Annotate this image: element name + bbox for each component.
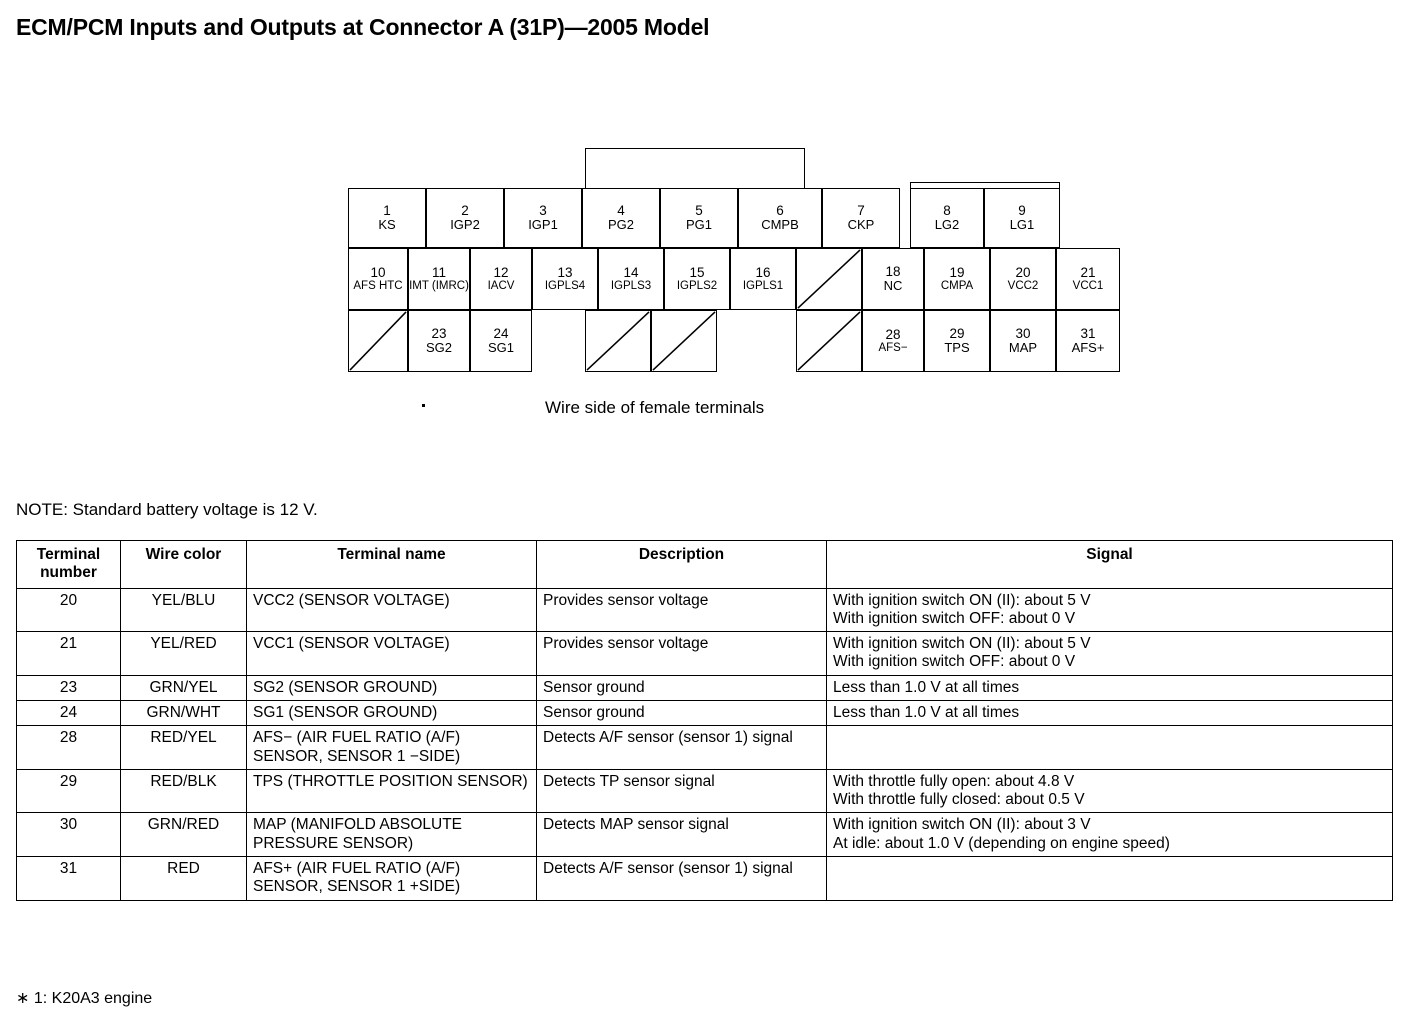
terminal-number: 24 — [493, 325, 509, 341]
cell-signal — [827, 675, 1393, 700]
terminal-number: 19 — [949, 264, 965, 280]
table-row — [17, 726, 1393, 770]
blank-slash-icon — [797, 249, 861, 309]
terminal-cell-5 — [660, 188, 738, 248]
terminal-name: CMPB — [761, 217, 799, 233]
terminal-cell-blank-25 — [585, 310, 651, 372]
terminal-number: 30 — [1015, 325, 1031, 341]
terminal-cell-4 — [582, 188, 660, 248]
terminal-number: 2 — [461, 202, 469, 218]
cell-description: Detects A/F sensor (sensor 1) signal — [537, 726, 827, 770]
terminal-cell-9 — [984, 188, 1060, 248]
terminal-number: 28 — [885, 326, 901, 342]
table-row — [17, 856, 1393, 900]
terminal-cell-16 — [730, 248, 796, 310]
signal-line: With ignition switch OFF: about 0 V — [833, 653, 1076, 671]
table-row — [17, 675, 1393, 700]
signal-line: Less than 1.0 V at all times — [833, 703, 1020, 721]
cell-signal — [827, 588, 1393, 632]
terminal-cell-10 — [348, 248, 408, 310]
terminal-cell-13 — [532, 248, 598, 310]
terminal-name: IGP2 — [450, 217, 480, 233]
terminal-name: IGPLS1 — [742, 280, 784, 293]
terminal-number: 12 — [493, 264, 509, 280]
connector-top-tab — [585, 148, 805, 190]
terminal-cell-18 — [862, 248, 924, 310]
cell-signal — [827, 700, 1393, 725]
terminal-number: 16 — [755, 264, 771, 280]
terminal-cell-14 — [598, 248, 664, 310]
terminal-number: 11 — [431, 264, 446, 280]
terminal-cell-6 — [738, 188, 822, 248]
signal-line: With ignition switch ON (II): about 5 V — [833, 591, 1091, 609]
terminal-cell-20 — [990, 248, 1056, 310]
terminal-number: 5 — [695, 202, 703, 218]
column-header-signal: Signal — [827, 541, 1393, 589]
cell-wire-color: GRN/RED — [121, 813, 247, 857]
terminal-name: IACV — [487, 280, 515, 293]
terminal-cell-blank-26 — [651, 310, 717, 372]
blank-slash-icon — [797, 311, 861, 371]
page-title: ECM/PCM Inputs and Outputs at Connector A (31P)—2005 Model — [16, 14, 710, 40]
terminal-name: AFS− — [878, 342, 908, 355]
cell-wire-color: YEL/RED — [121, 632, 247, 676]
column-header-wire-color: Wire color — [121, 541, 247, 589]
cell-signal — [827, 856, 1393, 900]
terminal-name: SG2 — [425, 340, 452, 356]
signal-line: With throttle fully closed: about 0.5 V — [833, 791, 1085, 809]
cell-terminal-name: AFS− (AIR FUEL RATIO (A/F) SENSOR, SENSOR 1 −SIDE) — [247, 726, 537, 770]
terminal-name: IGP1 — [528, 217, 558, 233]
terminal-cell-7 — [822, 188, 900, 248]
cell-terminal-name: MAP (MANIFOLD ABSOLUTE PRESSURE SENSOR) — [247, 813, 537, 857]
terminal-cell-28 — [862, 310, 924, 372]
terminal-cell-blank-22 — [348, 310, 408, 372]
terminal-name: IGPLS4 — [544, 280, 586, 293]
cell-wire-color: YEL/BLU — [121, 588, 247, 632]
table-row — [17, 813, 1393, 857]
terminal-number: 14 — [623, 264, 639, 280]
cell-terminal-number: 28 — [17, 726, 121, 770]
cell-terminal-name: AFS+ (AIR FUEL RATIO (A/F) SENSOR, SENSOR 1 +SIDE) — [247, 856, 537, 900]
table-row — [17, 769, 1393, 813]
cell-wire-color: RED/BLK — [121, 769, 247, 813]
cell-description: Sensor ground — [537, 675, 827, 700]
diagram-caption: Wire side of female terminals — [545, 398, 765, 417]
terminal-cell-11 — [408, 248, 470, 310]
signal-line: With throttle fully open: about 4.8 V — [833, 772, 1075, 790]
terminal-cell-3 — [504, 188, 582, 248]
cell-terminal-number: 24 — [17, 700, 121, 725]
terminal-name: TPS — [944, 340, 970, 356]
column-header-terminal-number: Terminal number — [17, 541, 121, 589]
terminal-cell-2 — [426, 188, 504, 248]
cell-wire-color: RED — [121, 856, 247, 900]
signal-line: With ignition switch ON (II): about 5 V — [833, 635, 1091, 653]
blank-slash-icon — [349, 311, 407, 371]
terminal-number: 1 — [383, 202, 391, 218]
cell-description: Provides sensor voltage — [537, 588, 827, 632]
terminal-number: 13 — [557, 264, 573, 280]
terminal-cell-8 — [910, 188, 984, 248]
terminal-name: AFS HTC — [353, 280, 403, 293]
terminal-cell-19 — [924, 248, 990, 310]
terminal-cell-blank-27 — [796, 310, 862, 372]
terminal-cell-12 — [470, 248, 532, 310]
cell-terminal-number: 21 — [17, 632, 121, 676]
terminal-cell-29 — [924, 310, 990, 372]
cell-terminal-number: 30 — [17, 813, 121, 857]
cell-terminal-name: TPS (THROTTLE POSITION SENSOR) — [247, 769, 537, 813]
terminal-name: MAP — [1008, 340, 1038, 356]
terminal-name: CKP — [847, 217, 875, 233]
cell-signal — [827, 769, 1393, 813]
terminal-name: SG1 — [487, 340, 514, 356]
table-row — [17, 632, 1393, 676]
terminal-cell-blank-17 — [796, 248, 862, 310]
column-header-terminal-name: Terminal name — [247, 541, 537, 589]
terminal-name: IGPLS2 — [676, 280, 718, 293]
terminal-number: 8 — [943, 202, 951, 218]
terminal-name: VCC1 — [1072, 280, 1104, 293]
terminal-name: IMT (IMRC) — [409, 280, 469, 293]
cell-description: Detects A/F sensor (sensor 1) signal — [537, 856, 827, 900]
table-row — [17, 700, 1393, 725]
terminal-name: IGPLS3 — [610, 280, 652, 293]
signal-line: With ignition switch OFF: about 0 V — [833, 609, 1076, 627]
terminal-cell-21 — [1056, 248, 1120, 310]
cell-signal — [827, 726, 1393, 770]
terminal-number: 4 — [617, 202, 625, 218]
terminal-name: AFS+ — [1071, 340, 1105, 356]
terminal-number: 10 — [370, 264, 386, 280]
cell-description: Detects MAP sensor signal — [537, 813, 827, 857]
terminal-number: 21 — [1080, 264, 1096, 280]
terminal-name: LG2 — [934, 217, 960, 233]
terminal-cell-1 — [348, 188, 426, 248]
terminal-name: PG2 — [607, 217, 634, 233]
column-header-description: Description — [537, 541, 827, 589]
cell-terminal-number: 29 — [17, 769, 121, 813]
terminal-number: 3 — [539, 202, 547, 218]
cell-description: Detects TP sensor signal — [537, 769, 827, 813]
cell-wire-color: GRN/WHT — [121, 700, 247, 725]
terminal-cell-23 — [408, 310, 470, 372]
cell-signal — [827, 632, 1393, 676]
terminal-number: 6 — [776, 202, 784, 218]
signal-line: Less than 1.0 V at all times — [833, 678, 1020, 696]
terminal-name: CMPA — [940, 280, 974, 293]
terminal-cell-31 — [1056, 310, 1120, 372]
cell-terminal-name: VCC2 (SENSOR VOLTAGE) — [247, 588, 537, 632]
cell-terminal-number: 20 — [17, 588, 121, 632]
terminal-cell-15 — [664, 248, 730, 310]
voltage-note: NOTE: Standard battery voltage is 12 V. — [16, 500, 318, 519]
terminal-cell-24 — [470, 310, 532, 372]
cell-wire-color: GRN/YEL — [121, 675, 247, 700]
footnote: ∗ 1: K20A3 engine — [16, 990, 153, 1007]
signal-line: At idle: about 1.0 V (depending on engine speed) — [833, 834, 1170, 852]
blank-slash-icon — [652, 311, 716, 371]
signal-line: With ignition switch ON (II): about 3 V — [833, 816, 1091, 834]
terminal-number: 15 — [689, 264, 705, 280]
blank-slash-icon — [586, 311, 650, 371]
terminal-number: 29 — [949, 325, 965, 341]
table-row — [17, 588, 1393, 632]
terminal-number: 9 — [1018, 202, 1026, 218]
connector-diagram — [340, 140, 1105, 370]
table-header-row — [17, 541, 1393, 589]
cell-wire-color: RED/YEL — [121, 726, 247, 770]
terminal-number: 18 — [885, 263, 901, 279]
terminal-number: 7 — [857, 202, 865, 218]
terminal-name: NC — [883, 278, 903, 294]
terminal-name: KS — [378, 217, 396, 233]
cell-terminal-name: SG2 (SENSOR GROUND) — [247, 675, 537, 700]
cell-description: Provides sensor voltage — [537, 632, 827, 676]
cell-description: Sensor ground — [537, 700, 827, 725]
cell-terminal-name: SG1 (SENSOR GROUND) — [247, 700, 537, 725]
terminal-number: 20 — [1015, 264, 1031, 280]
terminal-cell-30 — [990, 310, 1056, 372]
cell-terminal-number: 23 — [17, 675, 121, 700]
terminal-number: 31 — [1080, 325, 1096, 341]
cell-terminal-name: VCC1 (SENSOR VOLTAGE) — [247, 632, 537, 676]
cell-terminal-number: 31 — [17, 856, 121, 900]
terminal-name: VCC2 — [1007, 280, 1039, 293]
cell-signal — [827, 813, 1393, 857]
terminal-number: 23 — [431, 325, 447, 341]
terminal-name: PG1 — [685, 217, 712, 233]
terminal-name: LG1 — [1009, 217, 1035, 233]
terminal-table — [16, 540, 1393, 901]
stray-dot-mark — [422, 404, 425, 407]
